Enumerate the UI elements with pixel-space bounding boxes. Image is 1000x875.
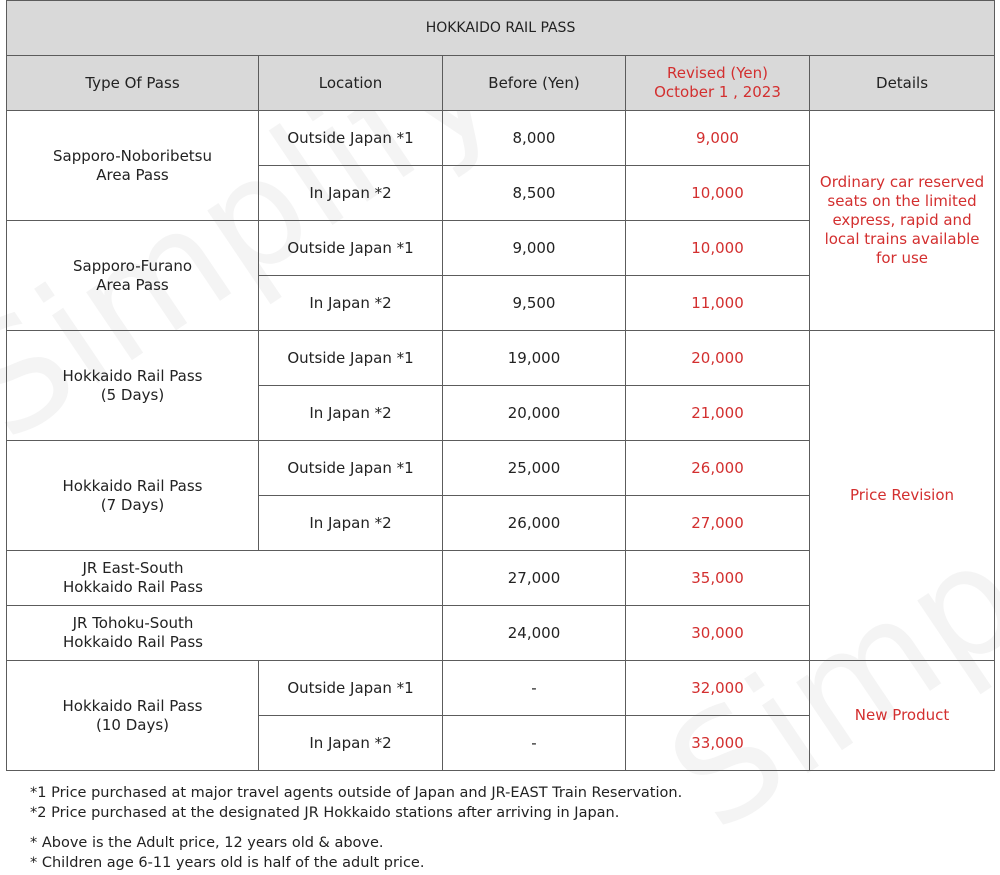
before-price-cell: 27,000 bbox=[443, 551, 626, 606]
pass-name-line: Hokkaido Rail Pass bbox=[63, 578, 203, 596]
pass-name-line: JR East-South bbox=[82, 559, 184, 577]
location-cell: Outside Japan *1 bbox=[259, 221, 443, 276]
table-title-row bbox=[7, 1, 995, 56]
details-cell-reserved-seats bbox=[810, 111, 995, 331]
revised-price-cell: 9,000 bbox=[626, 111, 810, 166]
table-title: HOKKAIDO RAIL PASS bbox=[7, 1, 995, 56]
footnotes bbox=[30, 783, 682, 873]
header-revised bbox=[626, 56, 810, 111]
revised-price-cell: 11,000 bbox=[626, 276, 810, 331]
before-price-cell: 24,000 bbox=[443, 606, 626, 661]
pass-name-line: (7 Days) bbox=[100, 495, 165, 514]
pass-name-line: Area Pass bbox=[96, 275, 169, 294]
before-price-cell: 8,500 bbox=[443, 166, 626, 221]
header-type: Type Of Pass bbox=[7, 56, 259, 111]
pass-name-line: Sapporo-Furano bbox=[73, 256, 192, 275]
rail-pass-table bbox=[6, 0, 995, 771]
header-location: Location bbox=[259, 56, 443, 111]
revised-price-cell: 33,000 bbox=[626, 716, 810, 771]
revised-price-cell: 21,000 bbox=[626, 386, 810, 441]
header-details: Details bbox=[810, 56, 995, 111]
before-price-cell: - bbox=[443, 716, 626, 771]
before-price-cell: 8,000 bbox=[443, 111, 626, 166]
pass-name-line: JR Tohoku-South bbox=[72, 614, 194, 632]
details-line: express, rapid and bbox=[832, 211, 972, 229]
footnote: * Above is the Adult price, 12 years old & above. bbox=[30, 835, 384, 851]
revised-price-cell: 30,000 bbox=[626, 606, 810, 661]
location-cell: Outside Japan *1 bbox=[259, 441, 443, 496]
location-cell: Outside Japan *1 bbox=[259, 661, 443, 716]
pass-name bbox=[7, 661, 259, 771]
before-price-cell: 20,000 bbox=[443, 386, 626, 441]
table-row bbox=[7, 331, 995, 386]
details-line: Ordinary car reserved bbox=[819, 173, 985, 191]
revised-price-cell: 32,000 bbox=[626, 661, 810, 716]
pass-name-line: Hokkaido Rail Pass bbox=[63, 633, 203, 651]
pass-name-line: (5 Days) bbox=[100, 385, 165, 404]
details-line: seats on the limited bbox=[827, 192, 977, 210]
header-before: Before (Yen) bbox=[443, 56, 626, 111]
pass-name-line: Hokkaido Rail Pass bbox=[62, 366, 203, 385]
before-price-cell: 25,000 bbox=[443, 441, 626, 496]
pass-name-line: (10 Days) bbox=[96, 715, 169, 734]
pass-name-line: Hokkaido Rail Pass bbox=[62, 696, 203, 715]
footnote: *2 Price purchased at the designated JR Hokkaido stations after arriving in Japan. bbox=[30, 805, 620, 821]
before-price-cell: 19,000 bbox=[443, 331, 626, 386]
pass-name-line: Hokkaido Rail Pass bbox=[62, 476, 203, 495]
location-cell: In Japan *2 bbox=[259, 276, 443, 331]
revised-price-cell: 10,000 bbox=[626, 166, 810, 221]
header-row bbox=[7, 56, 995, 111]
details-line: local trains available bbox=[824, 230, 980, 248]
revised-price-cell: 35,000 bbox=[626, 551, 810, 606]
location-cell: In Japan *2 bbox=[259, 496, 443, 551]
before-price-cell: 9,000 bbox=[443, 221, 626, 276]
footnote: *1 Price purchased at major travel agents outside of Japan and JR-EAST Train Reservation. bbox=[30, 785, 683, 801]
location-cell: Outside Japan *1 bbox=[259, 331, 443, 386]
before-price-cell: - bbox=[443, 661, 626, 716]
pass-name bbox=[7, 111, 259, 221]
pass-name bbox=[7, 441, 259, 551]
details-line: for use bbox=[876, 249, 928, 267]
details-cell-new-product: New Product bbox=[810, 661, 995, 771]
details-cell-price-revision: Price Revision bbox=[810, 331, 995, 661]
revised-price-cell: 26,000 bbox=[626, 441, 810, 496]
pass-name-line: Sapporo-Noboribetsu bbox=[52, 146, 213, 165]
pass-name bbox=[7, 606, 443, 661]
pass-name bbox=[7, 331, 259, 441]
location-cell: In Japan *2 bbox=[259, 386, 443, 441]
revised-price-cell: 10,000 bbox=[626, 221, 810, 276]
location-cell: In Japan *2 bbox=[259, 166, 443, 221]
table-row bbox=[7, 661, 995, 716]
header-revised-line1: Revised (Yen) bbox=[667, 64, 768, 82]
pass-name bbox=[7, 551, 443, 606]
before-price-cell: 26,000 bbox=[443, 496, 626, 551]
revised-price-cell: 27,000 bbox=[626, 496, 810, 551]
header-revised-line2: October 1 , 2023 bbox=[654, 83, 781, 101]
footnote: * Children age 6-11 years old is half of the adult price. bbox=[30, 855, 425, 871]
revised-price-cell: 20,000 bbox=[626, 331, 810, 386]
pass-name bbox=[7, 221, 259, 331]
pass-name-line: Area Pass bbox=[96, 165, 169, 184]
table-row bbox=[7, 111, 995, 166]
location-cell: Outside Japan *1 bbox=[259, 111, 443, 166]
location-cell: In Japan *2 bbox=[259, 716, 443, 771]
before-price-cell: 9,500 bbox=[443, 276, 626, 331]
